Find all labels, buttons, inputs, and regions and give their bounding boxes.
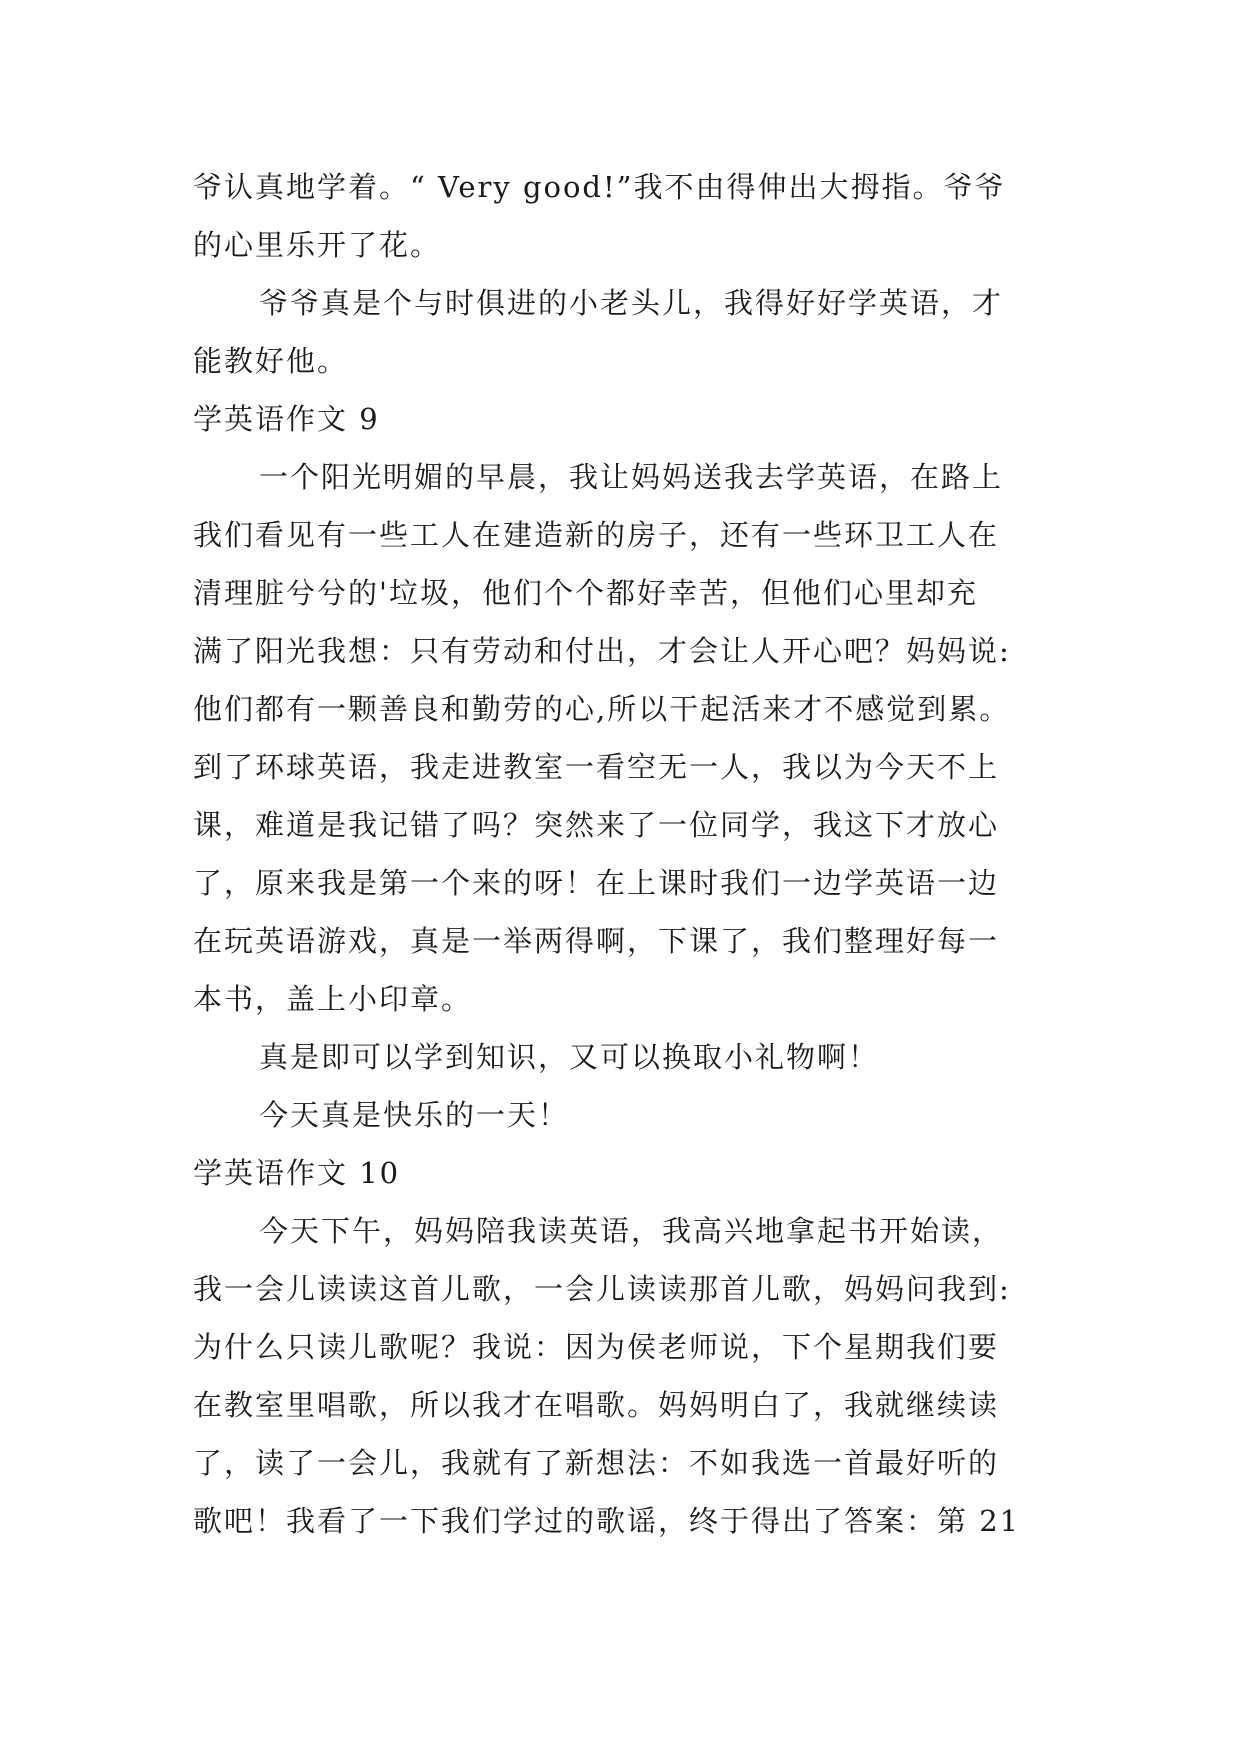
text-line: 爷爷真是个与时俱进的小老头儿，我得好好学英语，才 — [259, 286, 1004, 320]
text-line: 课，难道是我记错了吗？突然来了一位同学，我这下才放心 — [193, 808, 1000, 842]
text-line: 一个阳光明媚的早晨，我让妈妈送我去学英语，在路上 — [259, 460, 1004, 494]
text-line: 今天下午，妈妈陪我读英语，我高兴地拿起书开始读， — [259, 1214, 1004, 1248]
document-body — [193, 158, 1073, 1550]
text-line: 为什么只读儿歌呢？我说：因为侯老师说，下个星期我们要 — [193, 1330, 1000, 1364]
text-line: 在教室里唱歌，所以我才在唱歌。妈妈明白了，我就继续读 — [193, 1388, 1000, 1422]
text-line: 到了环球英语，我走进教室一看空无一人，我以为今天不上 — [193, 750, 1000, 784]
text-line: 爷认真地学着。“ Very good!”我不由得伸出大拇指。爷爷 — [193, 170, 1006, 204]
text-line: 他们都有一颗善良和勤劳的心,所以干起活来才不感觉到累。 — [193, 692, 1011, 726]
text-line: 真是即可以学到知识，又可以换取小礼物啊！ — [259, 1040, 880, 1074]
text-line: 我们看见有一些工人在建造新的房子，还有一些环卫工人在 — [193, 518, 1000, 552]
text-line: 本书，盖上小印章。 — [193, 982, 473, 1016]
section-heading: 学英语作文 9 — [193, 402, 380, 436]
section-heading: 学英语作文 10 — [193, 1156, 401, 1190]
text-line: 清理脏兮兮的'垃圾，他们个个都好幸苦，但他们心里却充 — [193, 576, 978, 610]
text-line: 歌吧！我看了一下我们学过的歌谣，终于得出了答案：第 21 — [193, 1504, 1021, 1538]
text-line: 的心里乐开了花。 — [193, 228, 442, 262]
text-line: 了，原来我是第一个来的呀！在上课时我们一边学英语一边 — [193, 866, 1000, 900]
text-line: 满了阳光我想：只有劳动和付出，才会让人开心吧？妈妈说: — [193, 634, 1011, 668]
text-line: 我一会儿读读这首儿歌，一会儿读读那首儿歌，妈妈问我到: — [193, 1272, 1011, 1306]
text-line: 能教好他。 — [193, 344, 349, 378]
text-line: 在玩英语游戏，真是一举两得啊，下课了，我们整理好每一 — [193, 924, 1000, 958]
text-line: 今天真是快乐的一天！ — [259, 1098, 570, 1132]
text-line: 了，读了一会儿，我就有了新想法：不如我选一首最好听的 — [193, 1446, 1000, 1480]
